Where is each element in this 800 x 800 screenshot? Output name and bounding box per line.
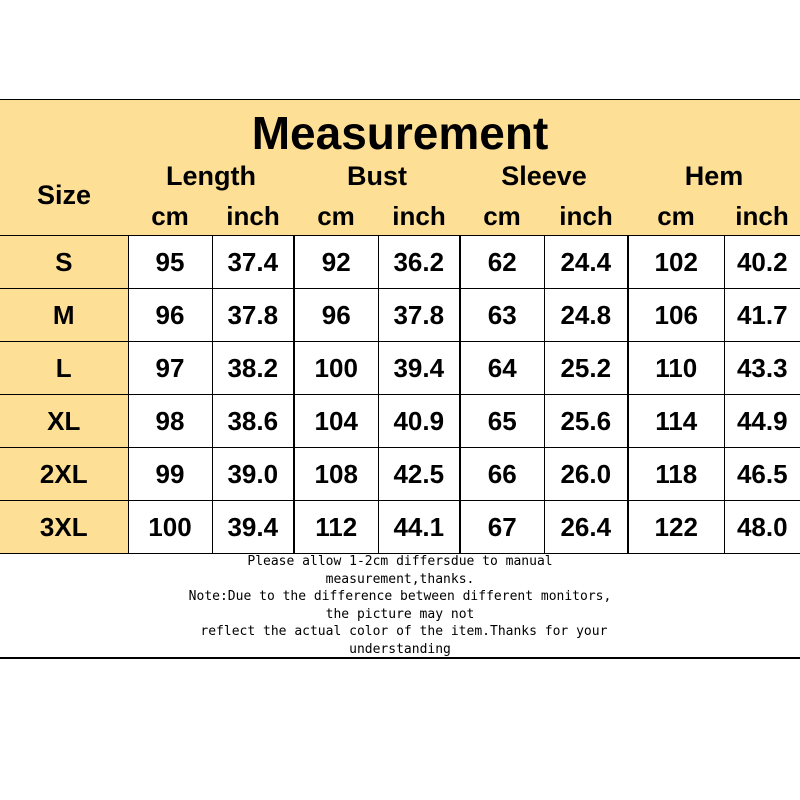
table-cell: 36.2 — [378, 236, 460, 289]
chart-header — [0, 100, 800, 235]
table-cell: 106 — [628, 289, 724, 342]
sleeve-header: Sleeve — [501, 161, 587, 191]
sleeve-inch-header: inch — [559, 201, 613, 231]
table-row — [0, 289, 800, 342]
size-cell: 3XL — [0, 501, 128, 554]
measurement-table — [0, 235, 800, 554]
length-inch-header: inch — [226, 201, 280, 231]
table-cell: 46.5 — [724, 448, 800, 501]
table-cell: 40.9 — [378, 395, 460, 448]
table-cell: 38.6 — [212, 395, 294, 448]
table-cell: 24.8 — [544, 289, 628, 342]
size-chart — [0, 99, 800, 659]
note-line: understanding — [349, 641, 451, 657]
table-cell: 64 — [460, 342, 544, 395]
table-cell: 26.4 — [544, 501, 628, 554]
table-cell: 25.2 — [544, 342, 628, 395]
table-cell: 41.7 — [724, 289, 800, 342]
table-cell: 48.0 — [724, 501, 800, 554]
size-cell: 2XL — [0, 448, 128, 501]
hem-cm-header: cm — [657, 201, 695, 231]
table-cell: 96 — [128, 289, 212, 342]
table-cell: 38.2 — [212, 342, 294, 395]
table-cell: 63 — [460, 289, 544, 342]
table-cell: 98 — [128, 395, 212, 448]
table-cell: 37.8 — [378, 289, 460, 342]
table-cell: 102 — [628, 236, 724, 289]
table-cell: 37.8 — [212, 289, 294, 342]
sleeve-cm-header: cm — [483, 201, 521, 231]
length-header: Length — [166, 161, 256, 191]
table-cell: 108 — [294, 448, 378, 501]
size-cell: L — [0, 342, 128, 395]
chart-title: Measurement — [251, 107, 549, 159]
size-cell: M — [0, 289, 128, 342]
hem-inch-header: inch — [735, 201, 789, 231]
bust-cm-header: cm — [317, 201, 355, 231]
bust-inch-header: inch — [392, 201, 446, 231]
note-line: reflect the actual color of the item.Thanks for your — [192, 624, 608, 640]
table-cell: 112 — [294, 501, 378, 554]
note-line: measurement,thanks. — [325, 571, 475, 587]
table-cell: 100 — [294, 342, 378, 395]
table-cell: 67 — [460, 501, 544, 554]
table-cell: 122 — [628, 501, 724, 554]
table-cell: 110 — [628, 342, 724, 395]
table-cell: 25.6 — [544, 395, 628, 448]
table-cell: 118 — [628, 448, 724, 501]
table-cell: 37.4 — [212, 236, 294, 289]
table-row — [0, 342, 800, 395]
table-cell: 44.9 — [724, 395, 800, 448]
length-cm-header: cm — [151, 201, 189, 231]
table-cell: 97 — [128, 342, 212, 395]
table-cell: 62 — [460, 236, 544, 289]
table-cell: 96 — [294, 289, 378, 342]
table-cell: 24.4 — [544, 236, 628, 289]
table-row — [0, 448, 800, 501]
note-line: Note:Due to the difference between different monitors, — [188, 589, 612, 605]
table-cell: 99 — [128, 448, 212, 501]
table-row — [0, 236, 800, 289]
table-cell: 43.3 — [724, 342, 800, 395]
table-cell: 39.4 — [212, 501, 294, 554]
disclaimer-note — [0, 553, 800, 659]
table-row — [0, 501, 800, 554]
table-cell: 100 — [128, 501, 212, 554]
table-cell: 26.0 — [544, 448, 628, 501]
table-cell: 40.2 — [724, 236, 800, 289]
size-cell: XL — [0, 395, 128, 448]
size-cell: S — [0, 236, 128, 289]
size-column-header: Size — [36, 180, 92, 210]
table-cell: 44.1 — [378, 501, 460, 554]
table-row — [0, 395, 800, 448]
table-cell: 39.0 — [212, 448, 294, 501]
table-cell: 66 — [460, 448, 544, 501]
table-cell: 42.5 — [378, 448, 460, 501]
note-line: the picture may not — [325, 606, 475, 622]
table-cell: 104 — [294, 395, 378, 448]
note-line: Please allow 1-2cm differsdue to manual — [247, 554, 553, 569]
table-cell: 114 — [628, 395, 724, 448]
table-cell: 95 — [128, 236, 212, 289]
hem-header: Hem — [684, 161, 744, 191]
table-cell: 65 — [460, 395, 544, 448]
table-cell: 39.4 — [378, 342, 460, 395]
bust-header: Bust — [347, 161, 407, 191]
table-cell: 92 — [294, 236, 378, 289]
